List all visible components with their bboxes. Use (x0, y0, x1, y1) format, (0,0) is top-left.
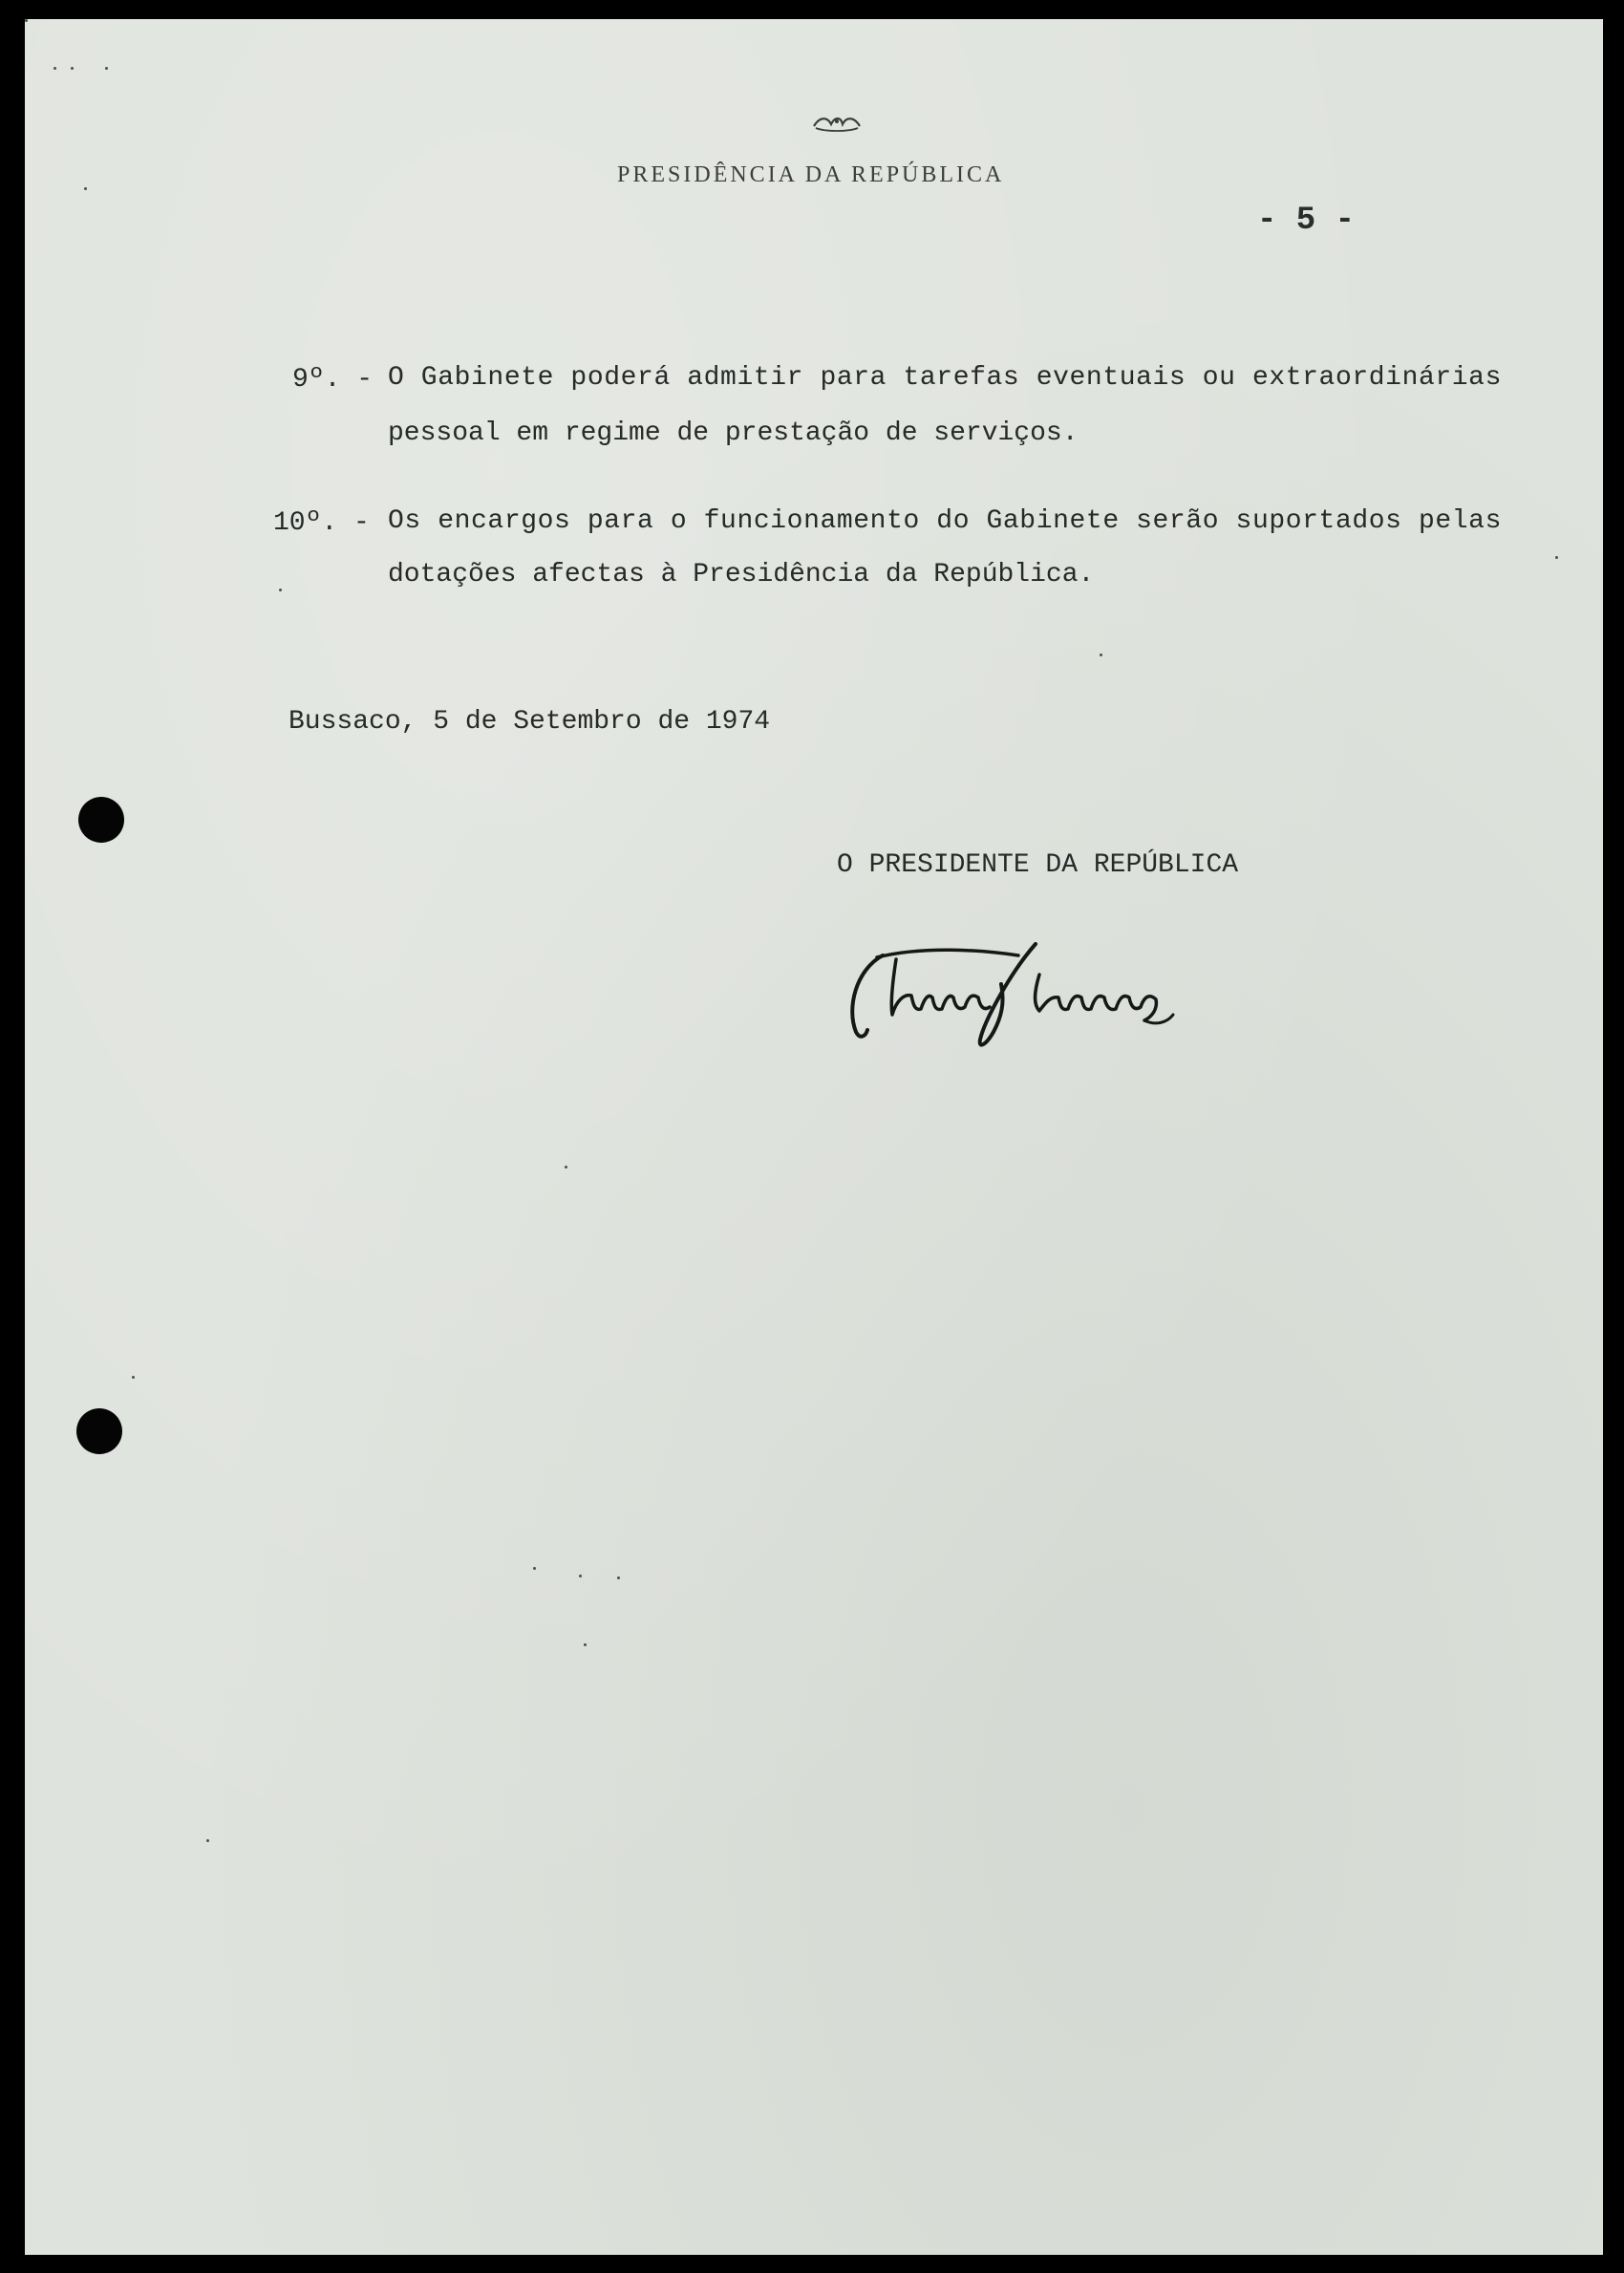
letterhead-title: PRESIDÊNCIA DA REPÚBLICA (617, 162, 1005, 187)
paper-speck (25, 19, 28, 22)
item-10-line-2: dotações afectas à Presidência da República. (388, 560, 1095, 590)
crest-emblem-icon (810, 115, 864, 134)
document-page (25, 19, 1603, 2255)
paper-speck (206, 1839, 209, 1842)
paper-speck (105, 67, 108, 70)
punch-hole-top (78, 797, 124, 843)
paper-speck (132, 1376, 135, 1379)
paper-speck (584, 1643, 587, 1646)
item-10-line-1: Os encargos para o funcionamento do Gabinete serão suportados pelas (388, 506, 1502, 536)
item-9-line-2: pessoal em regime de prestação de serviços. (388, 418, 1079, 448)
signatory-title: O PRESIDENTE DA REPÚBLICA (837, 850, 1239, 880)
paper-speck (1100, 654, 1102, 656)
paper-speck (579, 1575, 582, 1577)
item-number-9: 9º. - (292, 365, 374, 395)
paper-speck (53, 67, 56, 70)
item-number-10: 10º. - (273, 508, 370, 538)
handwritten-signature (837, 927, 1267, 1061)
paper-speck (84, 187, 87, 190)
paper-speck (617, 1576, 620, 1579)
place-date: Bussaco, 5 de Setembro de 1974 (288, 707, 771, 737)
paper-speck (533, 1567, 536, 1570)
punch-hole-bottom (76, 1408, 122, 1454)
paper-speck (279, 589, 282, 591)
paper-speck (71, 67, 74, 70)
item-9-line-1: O Gabinete poderá admitir para tarefas eventuais ou extraordinárias (388, 363, 1502, 393)
paper-speck (1555, 556, 1558, 559)
page-number: - 5 - (1257, 203, 1356, 239)
paper-speck (565, 1166, 567, 1169)
